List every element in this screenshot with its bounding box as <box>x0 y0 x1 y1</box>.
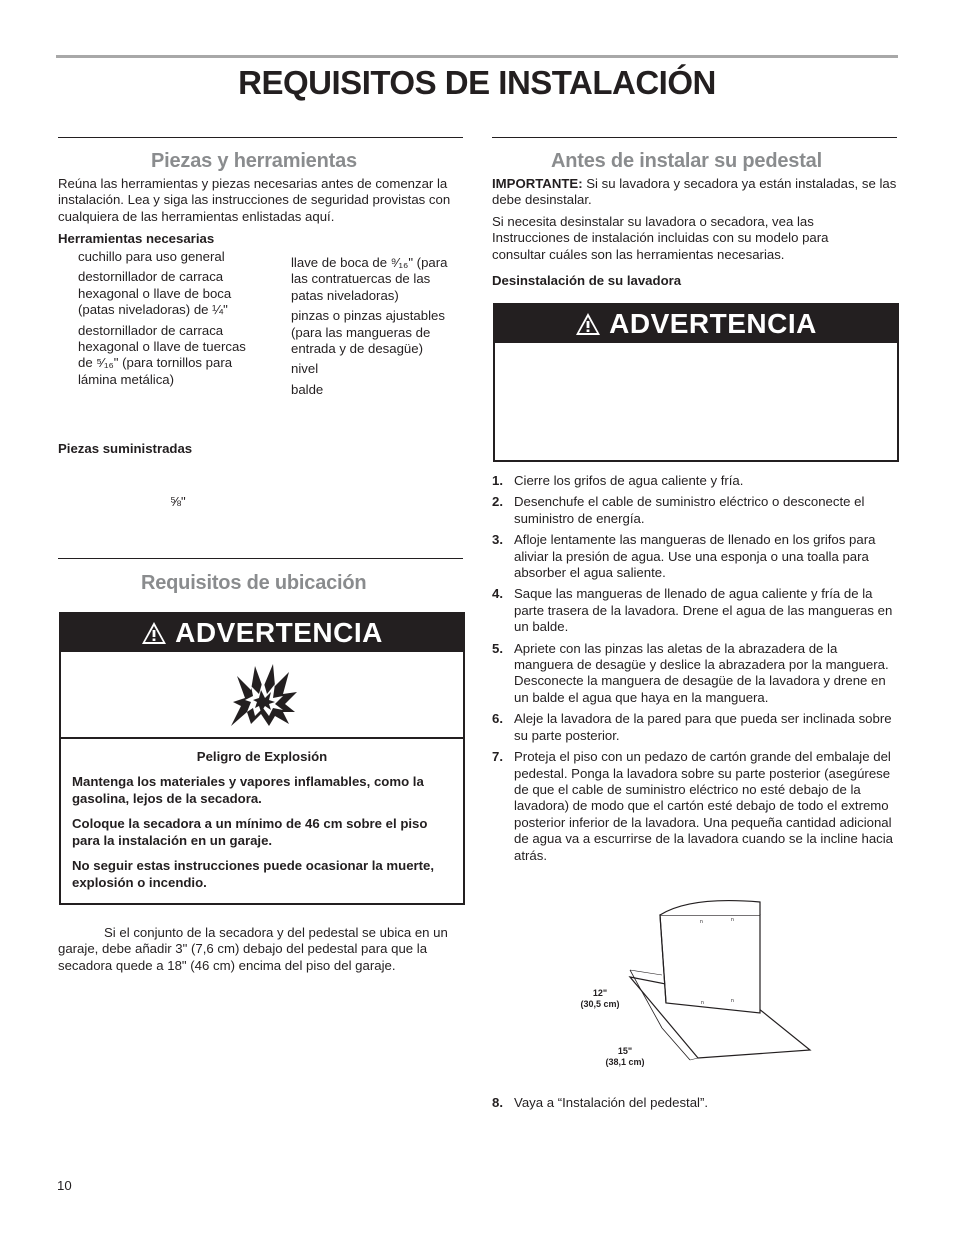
warning-line: Coloque la secadora a un mínimo de 46 cm sobre el piso para la instalación en un garaje. <box>72 816 428 848</box>
step-text: Afloje lentamente las mangueras de llenado en los grifos para aliviar la presión de agua. Use una esponja o una toalla para absorber el agua saliente. <box>514 532 876 581</box>
supplied-fraction: ⅝" <box>170 494 186 509</box>
tool-item: llave de boca de ⁹⁄₁₆" (para las contratuercas de las patas niveladoras) <box>291 255 448 303</box>
svg-text:n: n <box>731 917 734 923</box>
important-paragraph <box>492 176 900 209</box>
supplied-heading: Piezas suministradas <box>58 441 193 456</box>
svg-text:n: n <box>731 998 734 1004</box>
dimension-label-12in <box>575 988 625 1010</box>
warning-header <box>495 305 897 343</box>
step-number: 4. <box>492 586 503 602</box>
step-item <box>492 1095 900 1111</box>
step-number: 6. <box>492 711 503 727</box>
step-number: 8. <box>492 1095 503 1110</box>
explosion-warning-text <box>61 739 463 891</box>
important-label: IMPORTANTE: <box>492 176 583 191</box>
tool-item: pinzas o pinzas ajustables (para las mangueras de entrada y de desagüe) <box>291 308 445 357</box>
left-column-rule-2 <box>58 558 463 559</box>
garage-paragraph: Si el conjunto de la secadora y del pedestal se ubica en un garaje, debe añadir 3" (7,6 cm) debajo del pedestal para que la secadora quede a 18" (46 cm) encima del piso del garaje. <box>58 925 448 973</box>
piezas-intro: Reúna las herramientas y piezas necesarias antes de comenzar la instalación. Lea y siga las instrucciones de seguridad provistas con cualquiera de las herramientas enlistadas aquí. <box>58 176 451 224</box>
dimension-metric: (38,1 cm) <box>605 1057 645 1067</box>
step-text: Proteja el piso con un pedazo de cartón grande del embalaje del pedestal. Ponga la lavadora sobre su parte posterior (asegúrese de que el cable de suministro eléctrico no esté debajo de la lavadora) de modo que el cartón esté debajo de todo el extremo posterior inferior de la lavadora. Una pequeña cantidad adicional de agua va a escurrirse de la lavadora cuando se la incline hacia atrás. <box>514 749 894 863</box>
dimension-value: 12" <box>592 988 608 998</box>
uninstall-steps <box>492 473 900 864</box>
step-text: Vaya a “Instalación del pedestal”. <box>514 1095 709 1110</box>
step-item <box>492 641 900 707</box>
warning-title: ADVERTENCIA <box>609 308 817 339</box>
uninstall-paragraph: Si necesita desinstalar su lavadora o secadora, vea las Instrucciones de instalación incluidas con su modelo para consultar cuáles son las herramientas necesarias. <box>492 214 829 262</box>
warning-triangle-icon <box>575 312 601 336</box>
tool-item: cuchillo para uso general <box>78 249 225 264</box>
washer-warning-box <box>493 303 899 462</box>
svg-text:n: n <box>700 919 703 925</box>
explosion-symbol-area <box>61 652 463 739</box>
warning-line: No seguir estas instrucciones puede ocasionar la muerte, explosión o incendio. <box>72 858 435 890</box>
antes-heading: Antes de instalar su pedestal <box>551 150 822 172</box>
right-column-rule <box>492 137 897 138</box>
page-number: 10 <box>57 1178 72 1193</box>
tool-item: destornillador de carraca hexagonal o llave de tuercas de ⁵⁄₁₆" (para tornillos para lámina metálica) <box>78 322 246 387</box>
step-item <box>492 711 900 744</box>
step-item <box>492 586 900 635</box>
step-number: 3. <box>492 532 503 548</box>
step-number: 1. <box>492 473 503 488</box>
step-number: 2. <box>492 494 503 510</box>
washer-tilt-diagram <box>570 890 820 1080</box>
step-text: Apriete con las pinzas las aletas de la abrazadera de la manguera de desagüe y deslice la abrazadera por la manguera. Desconecte la manguera de desagüe de la lavadora y drene en un balde el agua que haya en la manguera. <box>514 640 889 705</box>
hazard-title: Peligro de Explosión <box>196 749 328 764</box>
step-text: Saque las mangueras de llenado de agua caliente y fría de la parte trasera de la lavadora. Drene el agua de las mangueras en un balde. <box>514 586 893 635</box>
step-text: Cierre los grifos de agua caliente y fría. <box>514 473 744 488</box>
tools-heading: Herramientas necesarias <box>58 231 215 246</box>
tool-item: balde <box>291 381 324 397</box>
explosion-warning-box <box>59 612 465 905</box>
warning-triangle-icon <box>141 621 167 645</box>
piezas-heading: Piezas y herramientas <box>151 150 357 172</box>
warning-line: Mantenga los materiales y vapores inflamables, como la gasolina, lejos de la secadora. <box>72 774 424 806</box>
dimension-metric: (30,5 cm) <box>580 999 620 1009</box>
step-item <box>492 749 900 864</box>
warning-title: ADVERTENCIA <box>175 617 383 648</box>
top-rule <box>56 55 898 58</box>
tool-item: destornillador de carraca hexagonal o llave de boca (patas niveladoras) de ¼" <box>78 269 232 318</box>
important-text: Si su lavadora y secadora ya están instaladas, se las debe desinstalar. <box>492 176 897 208</box>
tool-item: nivel <box>291 361 319 377</box>
step-item <box>492 532 900 581</box>
warning-header <box>61 614 463 652</box>
dimension-label-15in <box>600 1046 650 1068</box>
step-item <box>492 473 900 489</box>
explosion-icon <box>229 662 299 728</box>
dimension-value: 15" <box>617 1046 633 1056</box>
page-title: REQUISITOS DE INSTALACIÓN <box>238 64 716 101</box>
step-number: 7. <box>492 749 503 765</box>
step-item <box>492 494 900 527</box>
left-column-rule <box>58 137 463 138</box>
tools-list-right <box>291 255 463 402</box>
step-number: 5. <box>492 640 503 656</box>
ubicacion-heading: Requisitos de ubicación <box>141 572 367 594</box>
step-text: Desenchufe el cable de suministro eléctrico o desconecte el suministro de energía. <box>514 494 865 526</box>
uninstall-subheading: Desinstalación de su lavadora <box>492 273 682 288</box>
tools-list-left <box>78 249 258 392</box>
svg-text:n: n <box>701 1000 704 1006</box>
step-text: Aleje la lavadora de la pared para que pueda ser inclinada sobre su parte posterior. <box>514 711 892 743</box>
